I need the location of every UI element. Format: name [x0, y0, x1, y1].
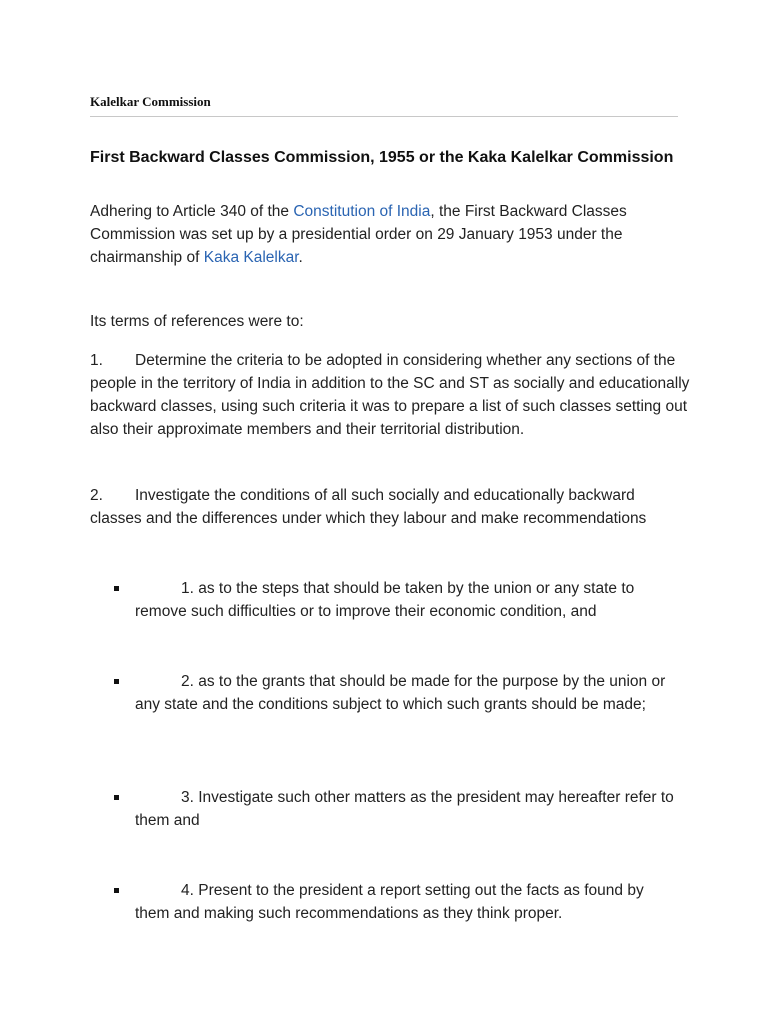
bullet-text: 4. Present to the president a report setting out the facts as found by them and making such recommendations as they think proper.: [135, 882, 644, 922]
square-bullet-icon: [114, 586, 119, 591]
terms-intro: Its terms of references were to:: [90, 313, 304, 330]
bullet-item-1: [90, 577, 690, 623]
bullet-item-4: [90, 879, 690, 925]
numbered-item-1: [90, 349, 690, 441]
item-number: 2.: [90, 487, 103, 504]
intro-paragraph: [90, 200, 690, 269]
intro-text-3: .: [298, 249, 303, 266]
intro-text-2: , the First Backward Classes Commission was set up by a presidential order on 29 January 1953 under the chairmanship of: [90, 203, 627, 266]
document-header: Kalelkar Commission: [90, 94, 678, 117]
item-text: Determine the criteria to be adopted in considering whether any sections of the people in the territory of India in addition to the SC and ST as socially and educationally backward classes, using such criteria it was to prepare a list of such classes setting out also their approximate members and their territorial distribution.: [90, 352, 690, 438]
bullet-text: 1. as to the steps that should be taken by the union or any state to remove such difficulties or to improve their economic condition, and: [135, 580, 635, 620]
intro-text-1: Adhering to Article 340 of the: [90, 203, 294, 220]
bullet-item-2: [90, 670, 690, 716]
numbered-item-2: [90, 484, 690, 530]
square-bullet-icon: [114, 795, 119, 800]
section-heading: First Backward Classes Commission, 1955 or the Kaka Kalelkar Commission: [90, 149, 674, 166]
constitution-of-india-link[interactable]: Constitution of India: [293, 203, 431, 220]
bullet-text: 2. as to the grants that should be made for the purpose by the union or any state and the conditions subject to which such grants should be made;: [135, 673, 666, 713]
square-bullet-icon: [114, 888, 119, 893]
item-number: 1.: [90, 352, 103, 369]
bullet-item-3: [90, 786, 690, 832]
item-text: Investigate the conditions of all such socially and educationally backward classes and the differences under which they labour and make recommendations: [90, 487, 647, 527]
square-bullet-icon: [114, 679, 119, 684]
bullet-text: 3. Investigate such other matters as the president may hereafter refer to them and: [135, 789, 674, 829]
kaka-kalelkar-link[interactable]: Kaka Kalelkar: [203, 249, 299, 266]
